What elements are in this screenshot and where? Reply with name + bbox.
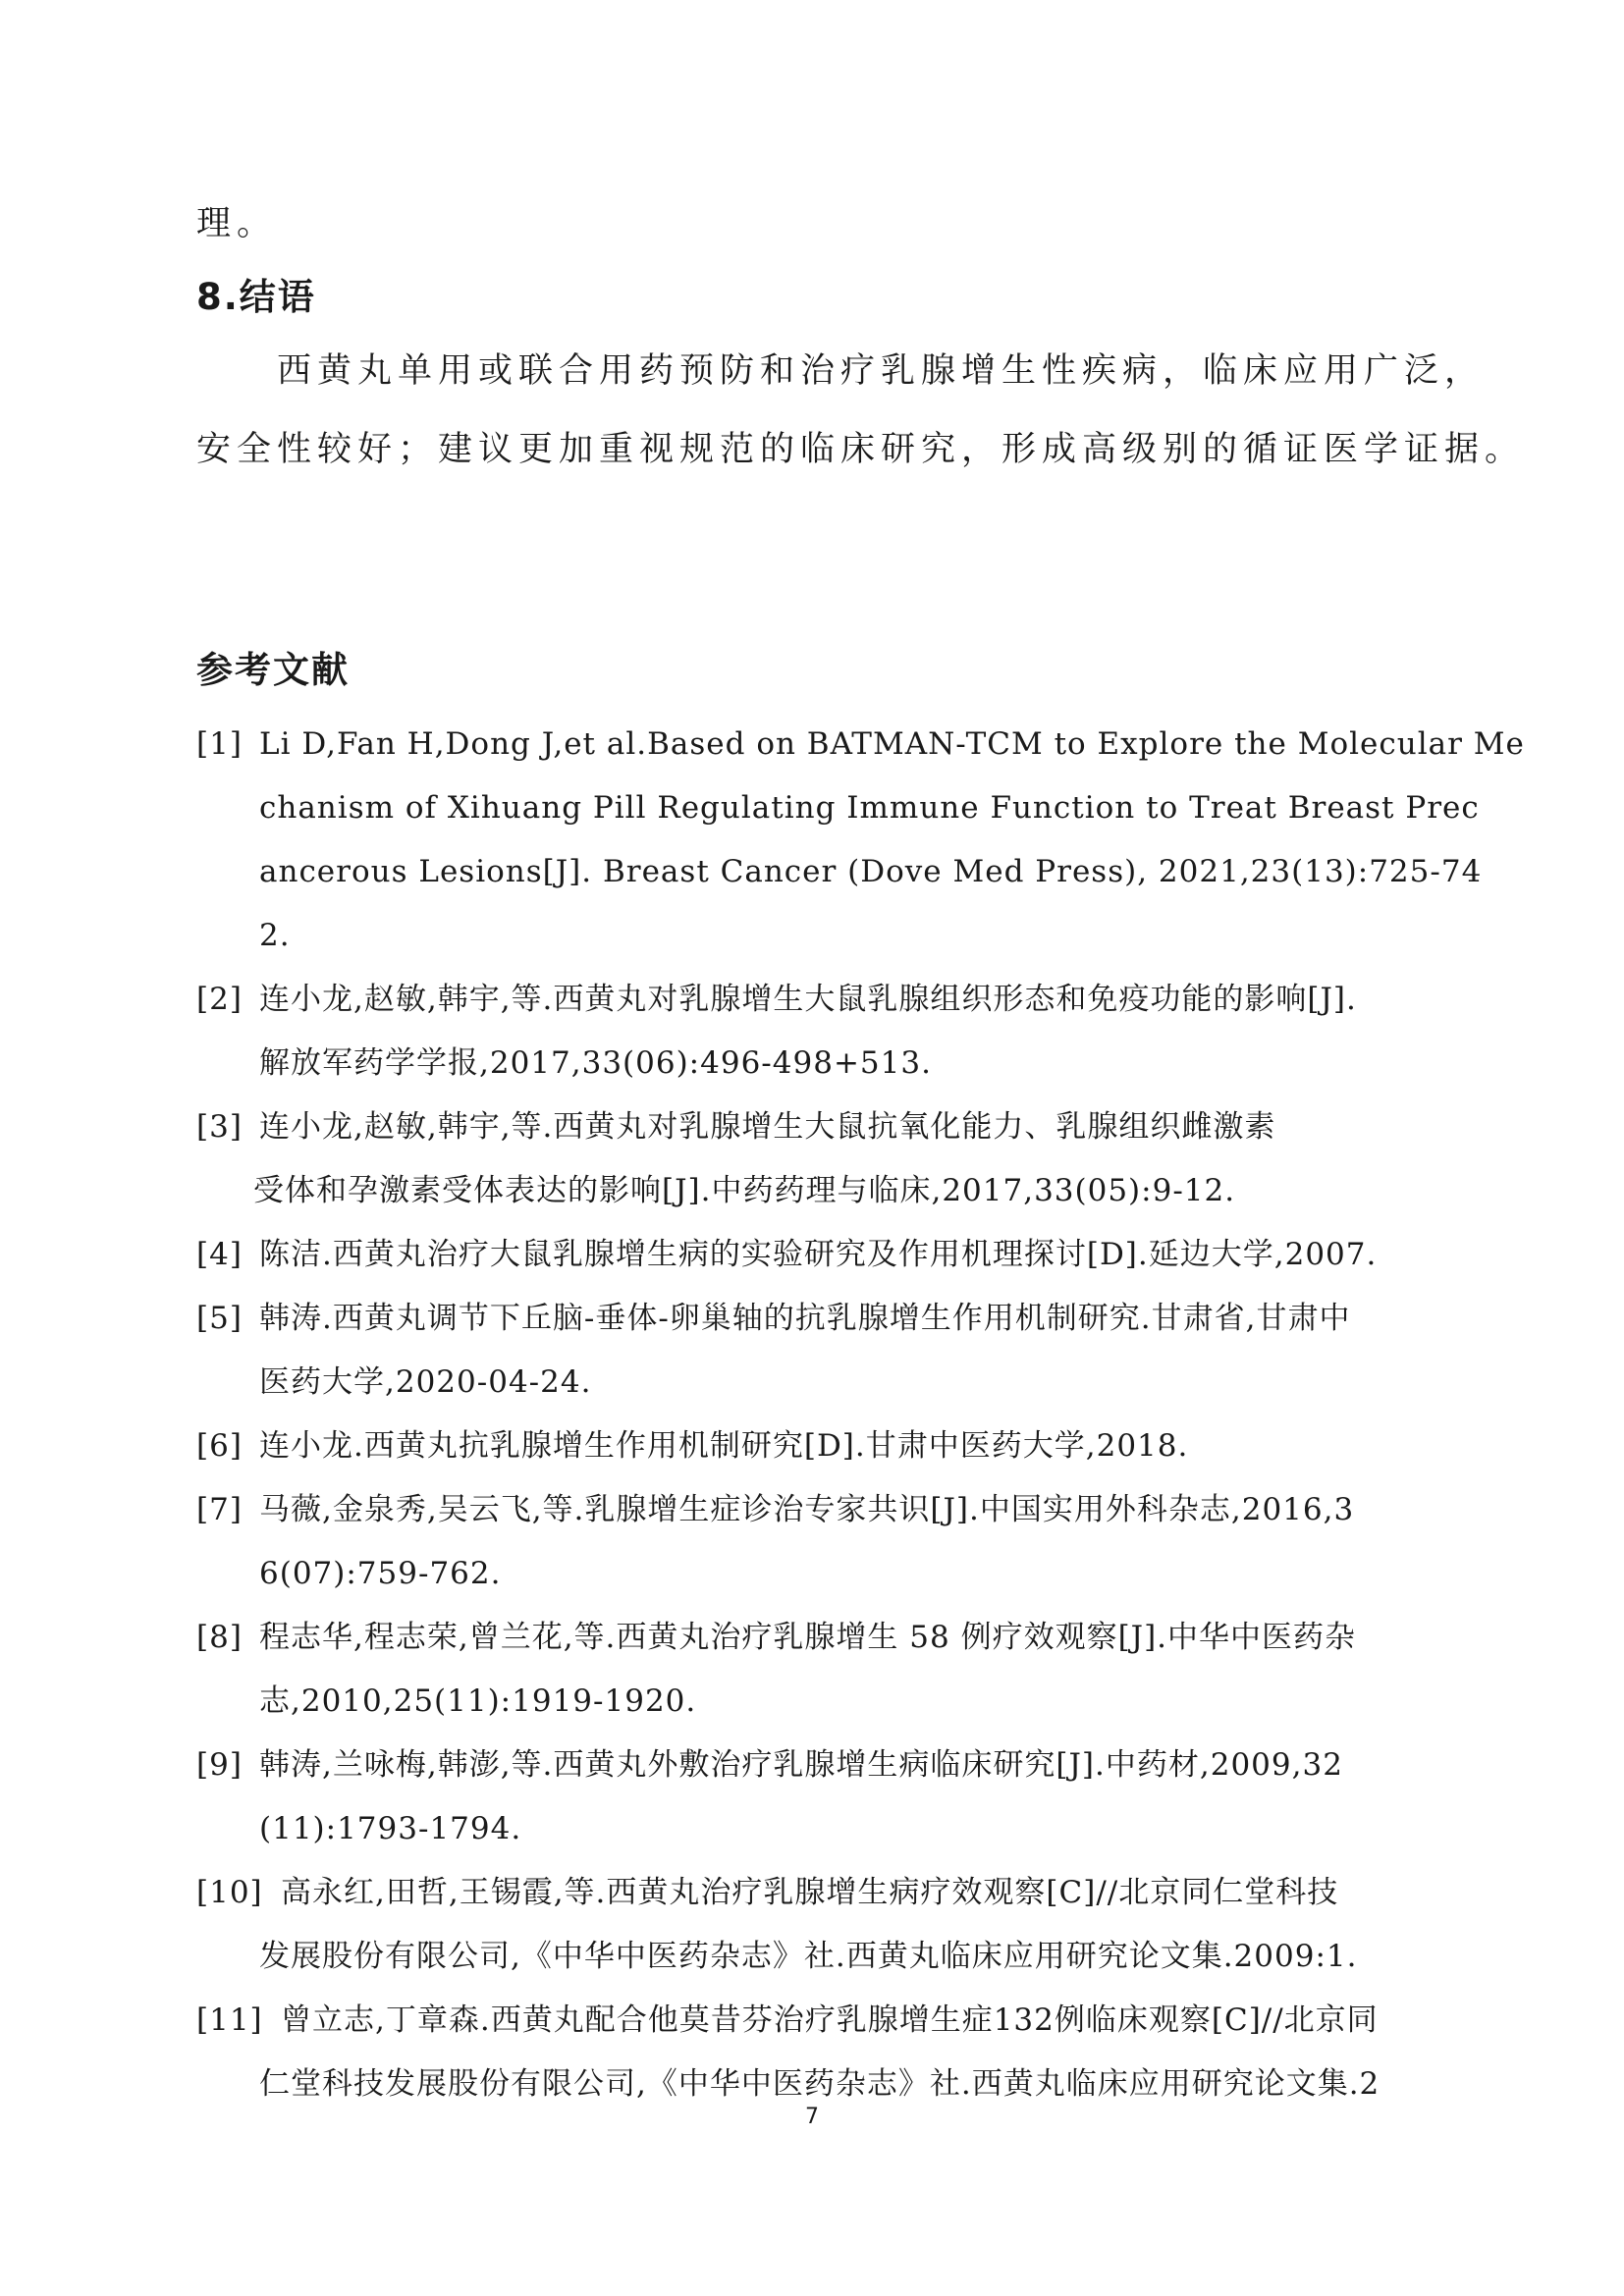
- reference-text: 2.: [259, 918, 291, 953]
- reference-text: 韩涛,兰咏梅,韩澎,等.西黄丸外敷治疗乳腺增生病临床研究[J].中药材,2009,32: [259, 1747, 1343, 1783]
- reference-text: 陈洁.西黄丸治疗大鼠乳腺增生病的实验研究及作用机理探讨[D].延边大学,2007.: [259, 1237, 1378, 1272]
- intro-tail-text: 理。: [196, 204, 278, 243]
- reference-text: 志,2010,25(11):1919-1920.: [259, 1683, 697, 1719]
- page-number: 7: [805, 2105, 819, 2129]
- reference-text: 程志华,程志荣,曾兰花,等.西黄丸治疗乳腺增生 58 例疗效观察[J].中华中医药杂: [259, 1620, 1357, 1655]
- reference-text: chanism of Xihuang Pill Regulating Immune Function to Treat Breast Prec: [259, 790, 1480, 826]
- reference-text: 连小龙.西黄丸抗乳腺增生作用机制研究[D].甘肃中医药大学,2018.: [259, 1428, 1189, 1464]
- conclusion-line-2: 安全性较好；建议更加重视规范的临床研究，形成高级别的循证医学证据。: [196, 430, 1526, 469]
- section-heading: 8.结语: [196, 276, 316, 318]
- reference-number: [11]: [196, 2002, 263, 2038]
- reference-text: 医药大学,2020-04-24.: [259, 1364, 592, 1400]
- reference-text: 6(07):759-762.: [259, 1556, 502, 1591]
- reference-number: [1]: [196, 726, 243, 762]
- reference-text: 曾立志,丁章森.西黄丸配合他莫昔芬治疗乳腺增生症132例临床观察[C]//北京同: [281, 2002, 1379, 2038]
- reference-text: (11):1793-1794.: [259, 1811, 522, 1846]
- reference-number: [9]: [196, 1747, 243, 1783]
- reference-number: [4]: [196, 1237, 243, 1272]
- reference-number: [7]: [196, 1492, 243, 1527]
- reference-text: 仁堂科技发展股份有限公司,《中华中医药杂志》社.西黄丸临床应用研究论文集.2: [259, 2066, 1380, 2102]
- reference-text: 马薇,金泉秀,吴云飞,等.乳腺增生症诊治专家共识[J].中国实用外科杂志,2016,3: [259, 1492, 1355, 1527]
- reference-text: Li D,Fan H,Dong J,et al.Based on BATMAN-TCM to Explore the Molecular Me: [259, 726, 1525, 762]
- reference-number: [8]: [196, 1620, 243, 1655]
- reference-text: 受体和孕激素受体表达的影响[J].中药药理与临床,2017,33(05):9-12.: [253, 1173, 1236, 1208]
- reference-number: [5]: [196, 1301, 243, 1336]
- reference-number: [10]: [196, 1875, 263, 1910]
- reference-number: [6]: [196, 1428, 243, 1464]
- reference-text: 高永红,田哲,王锡霞,等.西黄丸治疗乳腺增生病疗效观察[C]//北京同仁堂科技: [281, 1875, 1339, 1910]
- reference-text: 解放军药学学报,2017,33(06):496-498+513.: [259, 1045, 932, 1081]
- reference-text: 发展股份有限公司,《中华中医药杂志》社.西黄丸临床应用研究论文集.2009:1.: [259, 1939, 1358, 1974]
- reference-text: ancerous Lesions[J]. Breast Cancer (Dove Med Press), 2021,23(13):725-74: [259, 854, 1483, 889]
- reference-number: [3]: [196, 1109, 243, 1145]
- reference-text: 韩涛.西黄丸调节下丘脑-垂体-卵巢轴的抗乳腺增生作用机制研究.甘肃省,甘肃中: [259, 1301, 1351, 1336]
- references-heading: 参考文献: [196, 649, 350, 691]
- reference-text: 连小龙,赵敏,韩宇,等.西黄丸对乳腺增生大鼠抗氧化能力、乳腺组织雌激素: [259, 1109, 1276, 1145]
- conclusion-line-1: 西黄丸单用或联合用药预防和治疗乳腺增生性疾病，临床应用广泛，: [277, 351, 1486, 391]
- reference-number: [2]: [196, 982, 243, 1017]
- reference-text: 连小龙,赵敏,韩宇,等.西黄丸对乳腺增生大鼠乳腺组织形态和免疫功能的影响[J].: [259, 982, 1357, 1017]
